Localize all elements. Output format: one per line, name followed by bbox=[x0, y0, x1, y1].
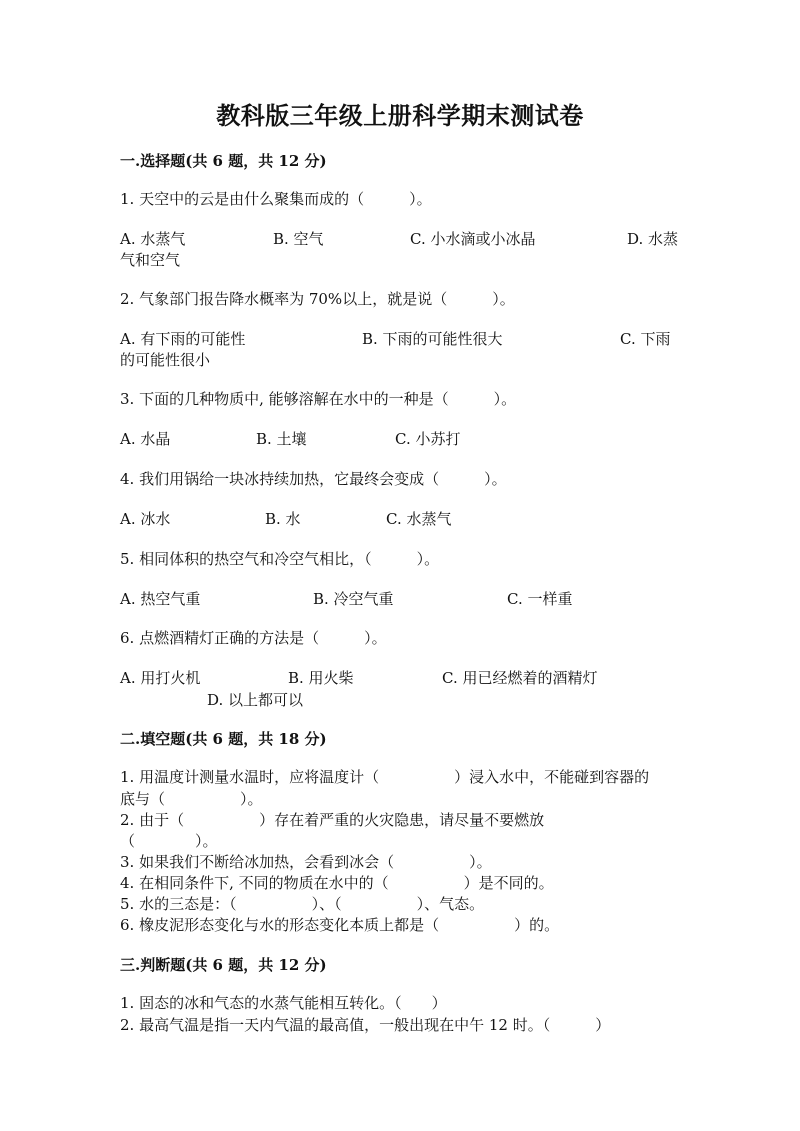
question-3-option-c: C. 小苏打 bbox=[395, 430, 461, 448]
section-heading-fill: 二.填空题(共 6 题，共 18 分) bbox=[120, 730, 327, 748]
question-1-option-d: D. 水蒸 bbox=[627, 230, 679, 248]
question-2-option-a: A. 有下雨的可能性 bbox=[120, 330, 246, 348]
question-4-option-a: A. 冰水 bbox=[120, 510, 171, 528]
question-4-option-b: B. 水 bbox=[265, 510, 301, 528]
question-1-option-b: B. 空气 bbox=[273, 230, 324, 248]
question-2-option-c: C. 下雨 bbox=[620, 330, 671, 348]
question-2-stem: 2. 气象部门报告降水概率为 70%以上，就是说（ ）。 bbox=[120, 290, 515, 308]
question-1-stem: 1. 天空中的云是由什么聚集而成的（ ）。 bbox=[120, 190, 432, 208]
question-4-option-c: C. 水蒸气 bbox=[386, 510, 452, 528]
fill-line-4: 4. 在相同条件下, 不同的物质在水中的（ ）是不同的。 bbox=[120, 874, 554, 892]
fill-line-2: 2. 由于（ ）存在着严重的火灾隐患，请尽量不要燃放 bbox=[120, 811, 545, 829]
question-6-option-d: D. 以上都可以 bbox=[207, 691, 304, 709]
question-1-option-c: C. 小水滴或小冰晶 bbox=[410, 230, 536, 248]
question-1-option-d-cont: 气和空气 bbox=[120, 251, 181, 269]
question-6-stem: 6. 点燃酒精灯正确的方法是（ ）。 bbox=[120, 629, 387, 647]
fill-line-2-cont: （ ）。 bbox=[120, 832, 218, 850]
question-3-option-b: B. 土壤 bbox=[256, 430, 307, 448]
question-2-option-b: B. 下雨的可能性很大 bbox=[362, 330, 503, 348]
question-5-option-a: A. 热空气重 bbox=[120, 590, 201, 608]
question-1-option-a: A. 水蒸气 bbox=[120, 230, 186, 248]
question-4-stem: 4. 我们用锅给一块冰持续加热，它最终会变成（ ）。 bbox=[120, 470, 507, 488]
fill-line-3: 3. 如果我们不断给冰加热，会看到冰会（ ）。 bbox=[120, 853, 492, 871]
section-heading-choice: 一.选择题(共 6 题，共 12 分) bbox=[120, 152, 327, 170]
page-title: 教科版三年级上册科学期末测试卷 bbox=[216, 101, 584, 130]
fill-line-6: 6. 橡皮泥形态变化与水的形态变化本质上都是（ ）的。 bbox=[120, 916, 560, 934]
question-6-option-c: C. 用已经燃着的酒精灯 bbox=[442, 669, 598, 687]
judge-line-2: 2. 最高气温是指一天内气温的最高值，一般出现在中午 12 时。（ ） bbox=[120, 1016, 611, 1034]
question-3-option-a: A. 水晶 bbox=[120, 430, 171, 448]
fill-line-1-cont: 底与（ ）。 bbox=[120, 790, 263, 808]
fill-line-1: 1. 用温度计测量水温时，应将温度计（ ）浸入水中，不能碰到容器的 bbox=[120, 768, 650, 786]
question-5-stem: 5. 相同体积的热空气和冷空气相比，（ ）。 bbox=[120, 550, 440, 568]
question-6-option-a: A. 用打火机 bbox=[120, 669, 201, 687]
section-heading-judge: 三.判断题(共 6 题，共 12 分) bbox=[120, 956, 327, 974]
question-6-option-b: B. 用火柴 bbox=[288, 669, 354, 687]
fill-line-5: 5. 水的三态是：（ ）、（ ）、气态。 bbox=[120, 895, 485, 913]
question-5-option-c: C. 一样重 bbox=[507, 590, 573, 608]
question-5-option-b: B. 冷空气重 bbox=[313, 590, 394, 608]
judge-line-1: 1. 固态的冰和气态的水蒸气能相互转化。（ ） bbox=[120, 994, 447, 1012]
question-3-stem: 3. 下面的几种物质中, 能够溶解在水中的一种是（ ）。 bbox=[120, 390, 517, 408]
question-2-option-c-cont: 的可能性很小 bbox=[120, 351, 211, 369]
